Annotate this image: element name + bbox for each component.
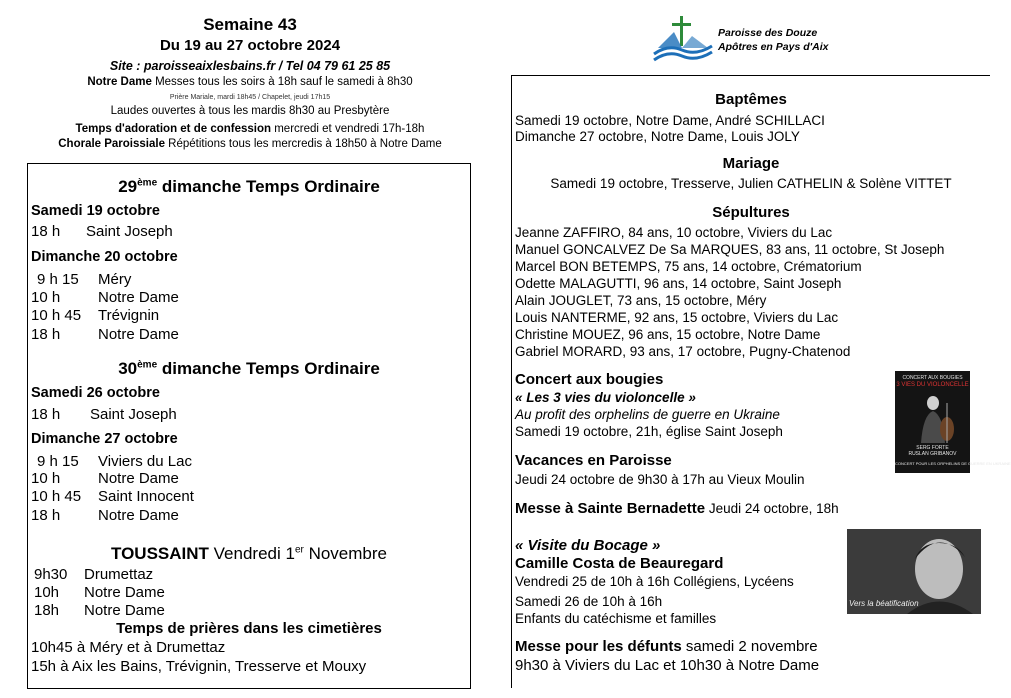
sunday-20-label: Dimanche 20 octobre — [31, 249, 178, 265]
adoration-label: Temps d'adoration et de confession — [75, 123, 272, 135]
sepulture-line: Jeanne ZAFFIRO, 84 ans, 10 octobre, Viviers du Lac — [515, 225, 833, 240]
bulletin-header — [20, 14, 480, 152]
chorale-note — [20, 137, 480, 152]
portrait-photo — [847, 529, 981, 614]
baptemes-title: Baptêmes — [715, 91, 787, 108]
notre-dame-schedule — [20, 75, 480, 90]
sunday-30-title: 30ème dimanche Temps Ordinaire — [118, 359, 380, 378]
notre-dame-text: Messes tous les soirs à 18h sauf le samedi à 8h30 — [151, 76, 413, 88]
site-and-phone: Site : paroisseaixlesbains.fr / Tel 04 79 61 25 85 — [109, 59, 391, 73]
vacances-text: Jeudi 24 octobre de 9h30 à 17h au Vieux Moulin — [515, 472, 805, 487]
sepulture-line: Marcel BON BETEMPS, 75 ans, 14 octobre, Crématorium — [515, 259, 862, 274]
mariage-title: Mariage — [722, 155, 780, 172]
week-title: Semaine 43 — [203, 15, 297, 34]
sepulture-line: Odette MALAGUTTI, 96 ans, 14 octobre, Saint Joseph — [515, 276, 842, 291]
parish-logo-icon — [652, 14, 714, 66]
sepulture-line: Manuel GONCALVEZ De Sa MARQUES, 83 ans, 11 octobre, St Joseph — [515, 242, 945, 257]
saturday-19-label: Samedi 19 octobre — [31, 203, 160, 219]
bocage-line: Samedi 26 de 10h à 16h — [515, 594, 663, 609]
cemetery-line: 15h à Aix les Bains, Trévignin, Tresserve et Mouxy — [31, 658, 367, 675]
mariage-line: Samedi 19 octobre, Tresserve, Julien CATHELIN & Solène VITTET — [550, 176, 952, 191]
adoration-note — [20, 122, 480, 137]
concert-poster: CONCERT AUX BOUGIES 3 VIES DU VIOLONCELLE SERG FORTE RUSLAN GRIBANOV CONCERT POUR LES ORPHELINS DE GUERRE EN UKRAINE — [895, 371, 970, 473]
bocage-name: Camille Costa de Beauregard — [515, 555, 724, 572]
photo-caption: Vers la béatification — [849, 599, 919, 608]
notre-dame-label: Notre Dame — [87, 76, 152, 88]
sepulture-line: Alain JOUGLET, 73 ans, 15 octobre, Méry — [515, 293, 767, 308]
saturday-26-label: Samedi 26 octobre — [31, 385, 160, 401]
mass-schedule-box: 29ème dimanche Temps Ordinaire Samedi 19 octobre 18 h Saint Joseph Dimanche 20 octobre 9 h 15 Méry 10 h Notre Dame 10 h 45 Trévignin 18 h Notre Dame 30ème dimanche Temps Ordinaire Samedi 26 octobre 18 h Saint Joseph Dimanche 27 octobre 9 h 15 Viviers du Lac 10 h Notre Dame 10 h 45 Saint Innocent 18 h Notre Dame TOUSSAINT Vendredi 1er Novembre 9h30 Drumettaz 10h Notre Dame 18h Notre Dame Temps de prières dans les cimetières 10h45 à Méry et à Drumettaz 15h à Aix les Bains, Trévignin, Tresserve et Mouxy — [27, 163, 471, 689]
sepultures-title: Sépultures — [712, 204, 790, 221]
sepulture-line: Louis NANTERME, 92 ans, 15 octobre, Viviers du Lac — [515, 310, 839, 325]
chorale-text: Répétitions tous les mercredis à 18h50 à Notre Dame — [164, 138, 442, 150]
bocage-line: Vendredi 25 de 10h à 16h Collégiens, Lycéens — [515, 574, 794, 589]
bernadette-line: Messe à Sainte Bernadette Jeudi 24 octobre, 18h — [515, 500, 839, 517]
cemetery-line: 10h45 à Méry et à Drumettaz — [31, 639, 226, 656]
concert-when: Samedi 19 octobre, 21h, église Saint Joseph — [515, 424, 783, 439]
defunts-line: Messe pour les défunts samedi 2 novembre — [515, 638, 818, 655]
logo-line-1: Paroisse des Douze — [718, 27, 818, 39]
sepulture-line: Gabriel MORARD, 93 ans, 17 octobre, Pugny-Chatenod — [515, 344, 851, 359]
bapteme-line: Samedi 19 octobre, Notre Dame, André SCHILLACI — [515, 113, 825, 128]
concert-title: Concert aux bougies — [515, 371, 664, 388]
adoration-text: mercredi et vendredi 17h-18h — [271, 123, 425, 135]
bapteme-line: Dimanche 27 octobre, Notre Dame, Louis JOLY — [515, 129, 800, 144]
sepulture-line: Christine MOUEZ, 96 ans, 15 octobre, Notre Dame — [515, 327, 821, 342]
cellist-icon — [903, 391, 963, 443]
prayer-note: Prière Mariale, mardi 18h45 / Chapelet, jeudi 17h15 — [169, 94, 331, 101]
concert-subtitle: « Les 3 vies du violoncelle » — [515, 390, 696, 405]
chorale-label: Chorale Paroissiale — [58, 138, 165, 150]
bocage-line: Enfants du catéchisme et familles — [515, 611, 717, 626]
date-range: Du 19 au 27 octobre 2024 — [159, 37, 341, 54]
sunday-27-label: Dimanche 27 octobre — [31, 431, 178, 447]
toussaint-title: TOUSSAINT Vendredi 1er Novembre — [111, 544, 387, 563]
vacances-title: Vacances en Paroisse — [515, 452, 672, 469]
concert-profit: Au profit des orphelins de guerre en Ukraine — [515, 407, 780, 422]
sunday-29-title: 29ème dimanche Temps Ordinaire — [118, 177, 380, 196]
laudes-note: Laudes ouvertes à tous les mardis 8h30 au Presbytère — [110, 105, 390, 117]
bocage-title: « Visite du Bocage » — [515, 537, 661, 554]
defunts-text: 9h30 à Viviers du Lac et 10h30 à Notre Dame — [515, 657, 820, 674]
logo-line-2: Apôtres en Pays d'Aix — [718, 41, 829, 53]
cemetery-title: Temps de prières dans les cimetières — [116, 620, 382, 637]
